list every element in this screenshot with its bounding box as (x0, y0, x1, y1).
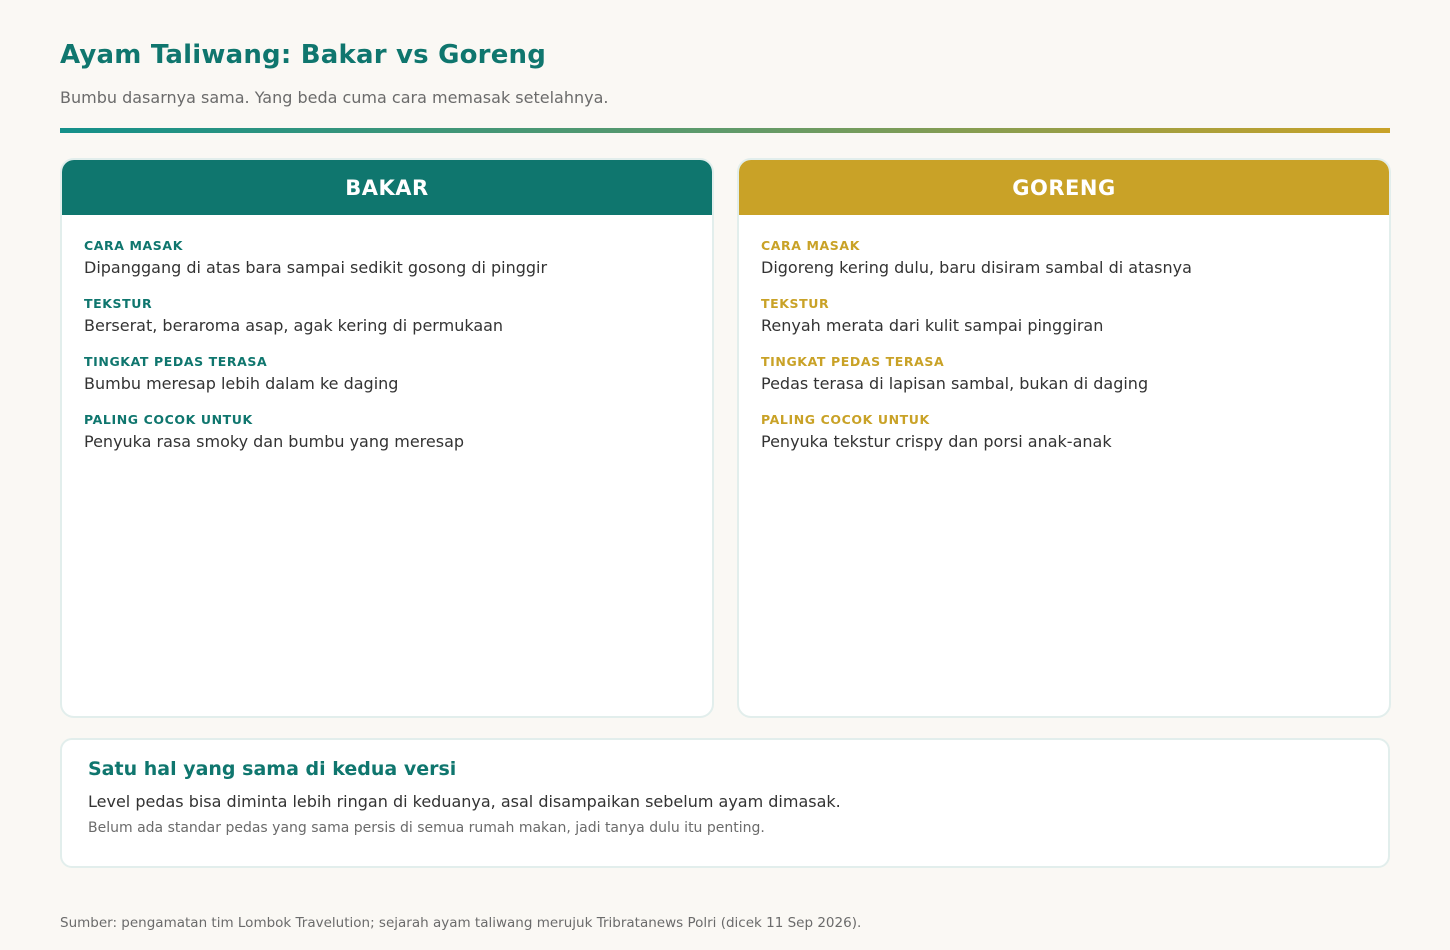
item-tingkat-pedas (761, 354, 1367, 394)
item-value: Dipanggang di atas bara sampai sedikit gosong di pinggir (84, 258, 548, 277)
item-label: CARA MASAK (761, 238, 860, 253)
item-label: PALING COCOK UNTUK (84, 412, 253, 427)
item-value: Penyuka rasa smoky dan bumbu yang meresap (84, 432, 465, 451)
card-header-goreng: GORENG (739, 160, 1389, 215)
item-tekstur (84, 296, 690, 336)
source-citation: Sumber: pengamatan tim Lombok Travelution; sejarah ayam taliwang merujuk Tribratanews Polri (dicek 11 Sep 2026). (60, 915, 862, 931)
item-paling-cocok (761, 412, 1367, 452)
item-label: CARA MASAK (84, 238, 183, 253)
note-title: Satu hal yang sama di kedua versi (88, 758, 457, 780)
item-value: Digoreng kering dulu, baru disiram sambal di atasnya (761, 258, 1192, 277)
item-value: Penyuka tekstur crispy dan porsi anak-anak (761, 432, 1112, 451)
item-label: TINGKAT PEDAS TERASA (84, 354, 268, 369)
header-divider (60, 128, 1390, 133)
card-body-goreng (739, 215, 1389, 452)
item-label: TINGKAT PEDAS TERASA (761, 354, 945, 369)
item-tingkat-pedas (84, 354, 690, 394)
item-label: TEKSTUR (84, 296, 153, 311)
item-cara-masak (84, 238, 690, 278)
card-body-bakar (62, 215, 712, 452)
card-bakar (60, 158, 714, 718)
shared-note-box (60, 738, 1390, 868)
page-title: Ayam Taliwang: Bakar vs Goreng (60, 40, 547, 70)
item-cara-masak (761, 238, 1367, 278)
item-value: Renyah merata dari kulit sampai pinggiran (761, 316, 1104, 335)
note-main-text: Level pedas bisa diminta lebih ringan di keduanya, asal disampaikan sebelum ayam dimasak. (88, 792, 841, 811)
card-goreng (737, 158, 1391, 718)
item-value: Berserat, beraroma asap, agak kering di permukaan (84, 316, 504, 335)
card-header-bakar: BAKAR (62, 160, 712, 215)
item-value: Pedas terasa di lapisan sambal, bukan di daging (761, 374, 1149, 393)
item-paling-cocok (84, 412, 690, 452)
item-label: PALING COCOK UNTUK (761, 412, 930, 427)
page-subtitle: Bumbu dasarnya sama. Yang beda cuma cara memasak setelahnya. (60, 88, 609, 107)
item-value: Bumbu meresap lebih dalam ke daging (84, 374, 399, 393)
item-tekstur (761, 296, 1367, 336)
note-small-text: Belum ada standar pedas yang sama persis di semua rumah makan, jadi tanya dulu itu penting. (88, 820, 765, 836)
item-label: TEKSTUR (761, 296, 830, 311)
